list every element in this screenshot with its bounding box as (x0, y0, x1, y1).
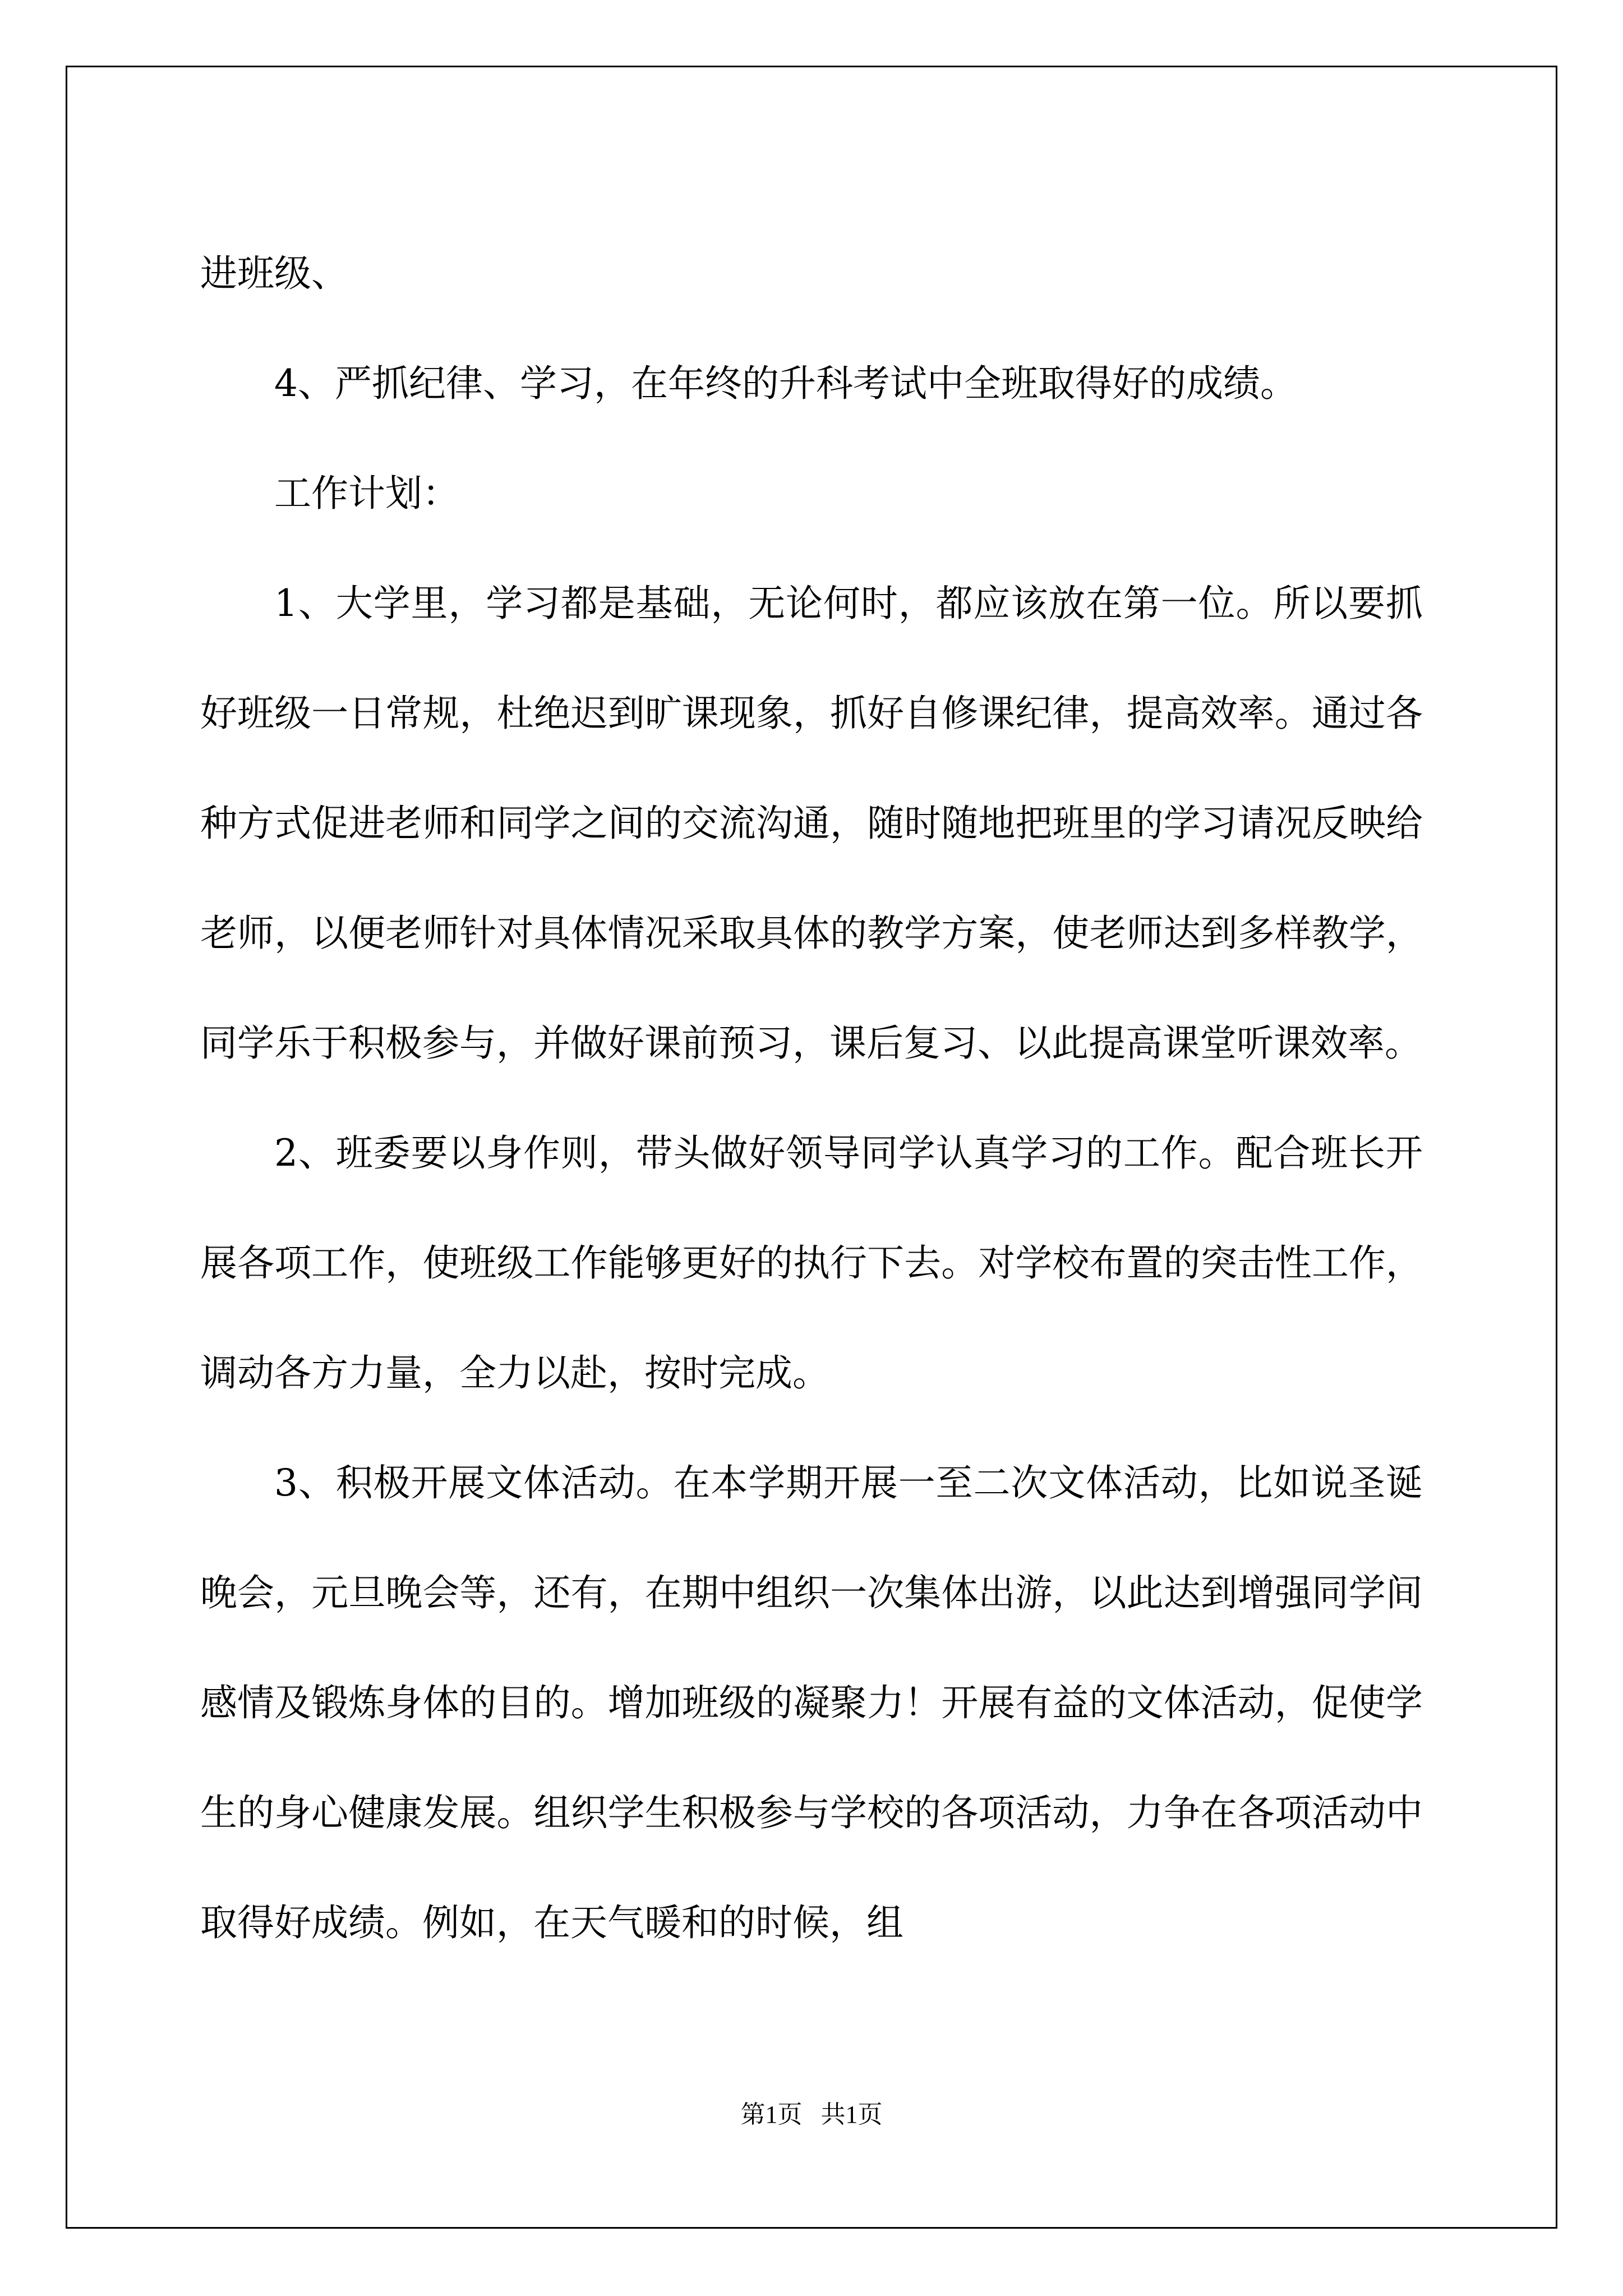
paragraph-continuation: 进班级、 (200, 252, 348, 295)
paragraph-plan-3: 3、积极开展文体活动。在本学期开展一至二次文体活动，比如说圣诞晚会，元旦晚会等，还有，在期中组织一次集体出游，以此达到增强同学间感情及锻炼身体的目的。增加班级的凝聚力！开展有益的文体活动，促使学生的身心健康发展。组织学生积极参与学校的各项活动，力争在各项活动中取得好成绩。例如，在天气暖和的时候，组 (200, 1461, 1423, 1944)
document-body (200, 219, 1423, 1978)
paragraph-plan-2: 2、班委要以身作则，带头做好领导同学认真学习的工作。配合班长开展各项工作，使班级工作能够更好的执行下去。对学校布置的突击性工作，调动各方力量，全力以赴，按时完成。 (200, 1131, 1423, 1395)
paragraph-item-4: 4、严抓纪律、学习，在年终的升科考试中全班取得好的成绩。 (274, 362, 1297, 405)
paragraph-plan-1: 1、大学里，学习都是基础，无论何时，都应该放在第一位。所以要抓好班级一日常规，杜绝迟到旷课现象，抓好自修课纪律，提高效率。通过各种方式促进老师和同学之间的交流沟通，随时随地把班里的学习请况反映给老师，以便老师针对具体情况采取具体的教学方案，使老师达到多样教学，同学乐于积极参与，并做好课前预习，课后复习、以此提高课堂听课效率。 (200, 582, 1423, 1065)
page-number-footer: 第1页 共1页 (740, 2101, 883, 2128)
section-heading-work-plan: 工作计划： (274, 472, 459, 515)
